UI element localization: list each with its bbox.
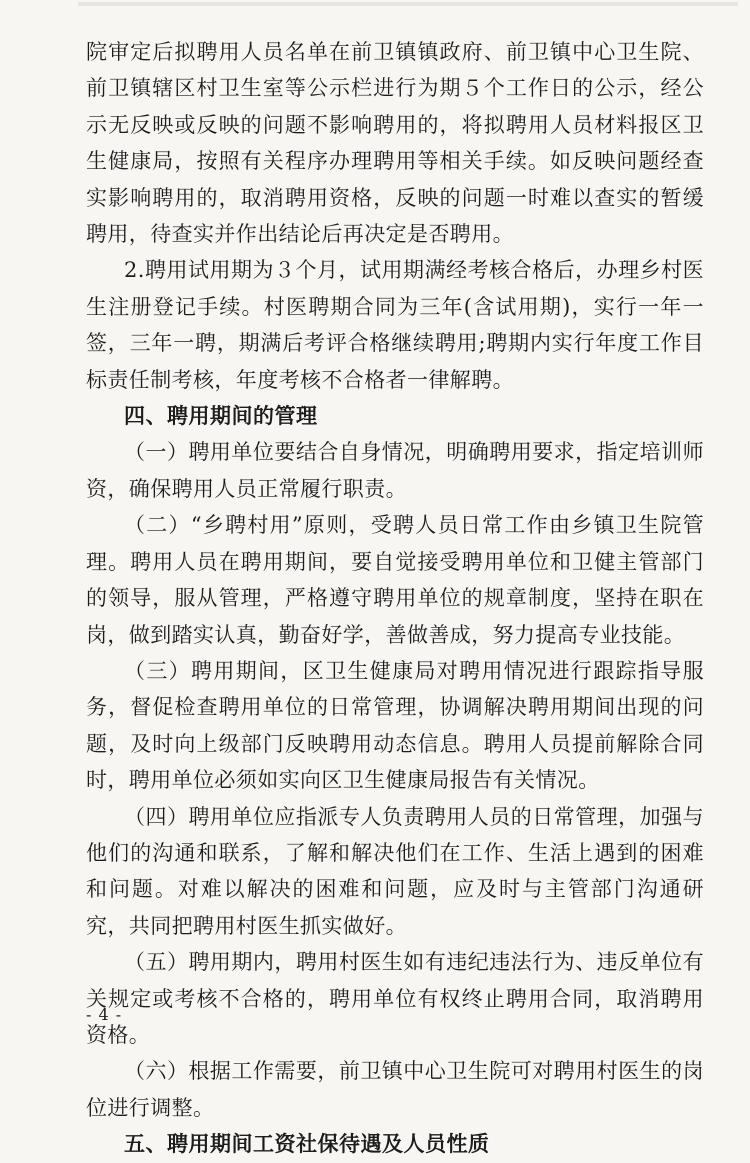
management-item-5: （五）聘用期内，聘用村医生如有违纪违法行为、违反单位有关规定或考核不合格的，聘用单位有权终止聘用合同，取消聘用资格。 [86,950,704,1047]
probation-paragraph: 2.聘用试用期为３个月，试用期满经考核合格后，办理乡村医生注册登记手续。村医聘期合同为三年(含试用期)，实行一年一签，三年一聘，期满后考评合格继续聘用;聘期内实行年度工作目标责任制考核，年度考核不合格者一律解聘。 [86,258,704,392]
management-item-1: （一）聘用单位要结合自身情况，明确聘用要求，指定培训师资，确保聘用人员正常履行职责。 [86,440,704,501]
section-heading-management: 四、聘用期间的管理 [124,404,318,429]
section-heading-salary: 五、聘用期间工资社保待遇及人员性质 [124,1132,490,1157]
management-item-3: （三）聘用期间，区卫生健康局对聘用情况进行跟踪指导服务，督促检查聘用单位的日常管理，协调解决聘用期间出现的问题，及时向上级部门反映聘用动态信息。聘用人员提前解除合同时，聘用单位必须如实向区卫生健康局报告有关情况。 [86,658,704,793]
management-item-6: （六）根据工作需要，前卫镇中心卫生院可对聘用村医生的岗位进行调整。 [86,1059,704,1120]
management-item-2: （二）“乡聘村用”原则，受聘人员日常工作由乡镇卫生院管理。聘用人员在聘用期间，要自觉接受聘用单位和卫健主管部门的领导，服从管理，严格遵守聘用单位的规章制度，坚持在职在岗，做到踏实认真，勤奋好学，善做善成，努力提高专业技能。 [86,513,704,647]
continued-paragraph: 院审定后拟聘用人员名单在前卫镇镇政府、前卫镇中心卫生院、前卫镇辖区村卫生室等公示栏进行为期５个工作日的公示，经公示无反映或反映的问题不影响聘用的，将拟聘用人员材料报区卫生健康局，按照有关程序办理聘用等相关手续。如反映问题经查实影响聘用的，取消聘用资格，反映的问题一时难以查实的暂缓聘用，待查实并作出结论后再决定是否聘用。 [86,40,704,247]
management-item-4: （四）聘用单位应指派专人负责聘用人员的日常管理，加强与他们的沟通和联系，了解和解决他们在工作、生活上遇到的困难和问题。对难以解决的困难和问题，应及时与主管部门沟通研究，共同把聘用村医生抓实做好。 [86,804,704,938]
scanned-top-edge [78,0,738,10]
page-number: - 4 - [86,1005,123,1024]
